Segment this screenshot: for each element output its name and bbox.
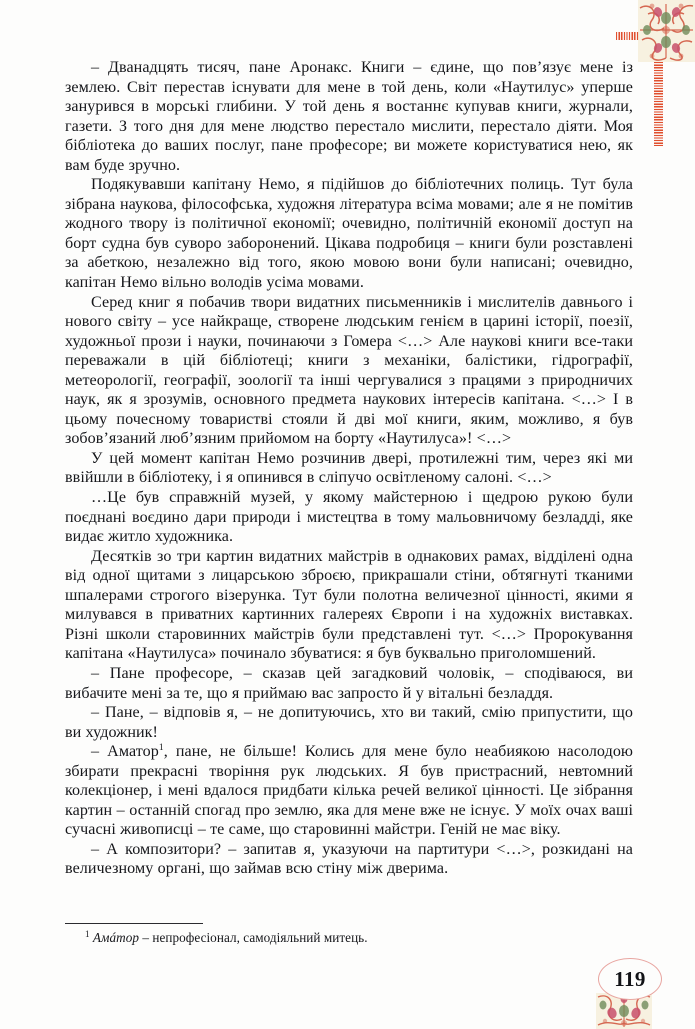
footnote-reference-marker: 1 [158, 743, 164, 754]
paragraph: Подякувавши капітану Немо, я підійшов до бібліотечних полиць. Тут була зібрана наукова, філософська, художня література всіма мовами; але я не помітив жодного твору із політичної економії; очевидно, політичній економії доступ на борт судна був суворо заборонений. Цікава подробиця – книги були розставлені за абеткою, незалежно від того, якою мовою вони були написані; очевидно, капітан Немо вільно володів усіма мовами. [65, 176, 633, 292]
paragraph: – Дванадцять тисяч, пане Аронакс. Книги – єдине, що пов’язує мене із землею. Світ перестав існувати для мене в той день, коли «Наутилус» уперше занурився в морські глибини. У той день я востаннє купував книги, журнали, газети. З того дня для мене людство перестало мислити, перестало діяти. Моя бібліотека до ваших послуг, пане професоре; ви можете користуватися нею, як вам буде зручно. [65, 59, 633, 174]
body-text-column [65, 58, 633, 879]
paragraph: …Це був справжній музей, у якому майстерною і щедрою рукою були поєднані воєдино дари природи і мистецтва в тому мальовничому безладді, яке видає житло художника. [65, 489, 633, 546]
paragraph: У цей момент капітан Немо розчинив двері, протилежні тим, через які ми ввійшли в бібліотеку, і я опинився в сліпучо освітленому салоні. <…> [65, 449, 633, 487]
footnote-block [65, 923, 633, 946]
footnote-separator-rule [65, 923, 203, 924]
footnote-marker: 1 [85, 929, 90, 939]
page-number: 119 [614, 966, 646, 991]
paragraph: Серед книг я побачив твори видатних письменників і мислителів давнього і нового світу – усе найкраще, створене людським генієм в царині історії, поезії, художньої прози і науки, починаючи з Гомера <…> Але наукові книги все-таки переважали в цій бібліотеці; книги з механіки, балістики, гідрографії, метеорології, географії, зоології та інші чергувалися з працями з природничих наук, як я зрозумів, основного предмета наукових інтересів капітана. <…> І в цьому почесному товаристві стояли й дві мої книги, яким, можливо, я був зобов’язаний люб’язним прийомом на борту «Наутилуса»! <…> [65, 293, 633, 448]
footnote-entry [65, 929, 633, 946]
paragraph-with-footnote-reference [65, 742, 633, 840]
floral-ornament-icon [638, 0, 695, 62]
paragraph: Десятків зо три картин видатних майстрів в однакових рамах, відділені одна від одної щитами з лицарською зброєю, прикрашали стіни, обтягнуті тканими шпалерами строгого візерунка. Тут були полотна величезної цінності, якими я милувався в приватних картинних галереях Європи і на художніх виставках. Різні школи старовинних майстрів були представлені тут. <…> Пророкування капітана «Наутилуса» починало збуватися: я був буквально приголомшений. [65, 547, 633, 663]
footnote-paragraph-text-after: , пане, не більше! Колись для мене було неабиякою насолодою збирати прекрасні творіння рук людських. Я був пристрасний, невтомний колекціонер, і мені вдалося придбати кілька речей великої цінності. Це зібрання картин – останній спогад про землю, яка для мене вже не існує. У моїх очах ваші сучасні живописці – те саме, що старовинні майстри. Геній не має віку. [65, 743, 634, 839]
hatched-rule-horizontal [616, 32, 639, 40]
paragraph: – Пане, – відповів я, – не допитуючись, хто ви такий, смію припустити, що ви художник! [65, 704, 633, 741]
footnote-term: Амáтор [92, 930, 139, 945]
footnote-paragraph-text-before: – Аматор [91, 743, 159, 761]
page-number-badge [598, 958, 662, 1000]
paragraph: – Пане професоре, – сказав цей загадковий чоловік, – сподіваюся, ви вибачите мені за те, що я приймаю вас запросто й у вітальні безладдя. [65, 664, 633, 702]
footnote-definition: – непрофесіонал, самодіяльний митець. [139, 930, 368, 945]
hatched-rule-vertical [654, 62, 663, 146]
paragraph: – А композитори? – запитав я, указуючи на партитури <…>, розкидані на величезному органі, що займав всю стіну між дверима. [65, 840, 633, 878]
